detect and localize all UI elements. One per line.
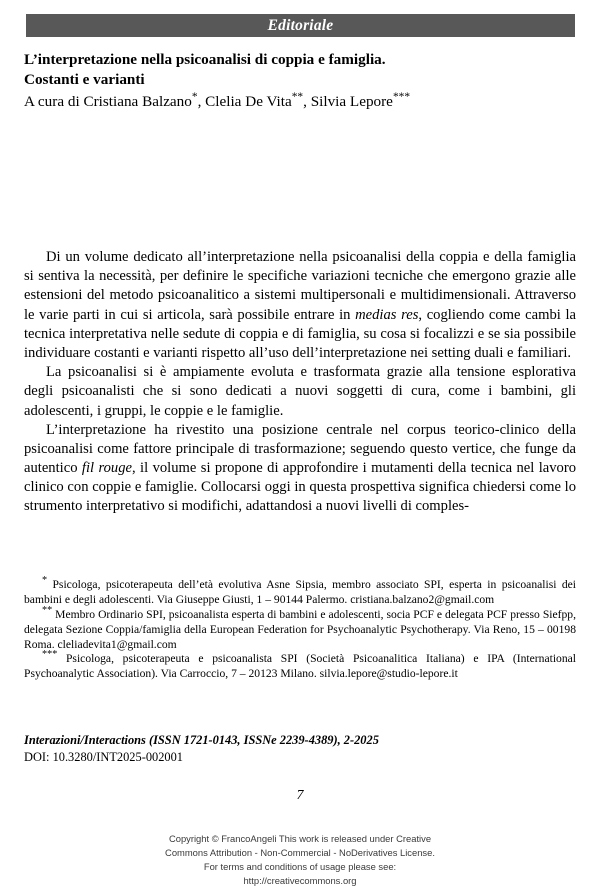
title-block	[24, 50, 576, 112]
copyright-line-2: Commons Attribution - Non-Commercial - NoDerivatives License.	[165, 846, 435, 858]
article-byline: A cura di Cristiana Balzano*, Clelia De Vita**, Silvia Lepore***	[24, 91, 411, 111]
copyright-line-3: For terms and conditions of usage please see:	[203, 860, 397, 872]
copyright-line-1: Copyright © FrancoAngeli This work is released under Creative	[168, 833, 432, 844]
footnote-text: Membro Ordinario SPI, psicoanalista esperta di bambini e adolescenti, socia PCF e delegata PCF presso Siefpp, delegata Sezione Coppia/famiglia della European Federation for Psychoanalytic Psychotherapy. Via Reno, 15 – 00198 Roma. cleliadevita1@gmail.com	[24, 607, 576, 651]
footnote-mark: ***	[42, 649, 58, 661]
section-banner	[26, 14, 575, 37]
page-number: 7	[296, 788, 304, 803]
author-footnote-mark-2: **	[291, 91, 304, 104]
body-paragraph	[24, 421, 576, 517]
section-banner-label: Editoriale	[267, 16, 334, 34]
footnote	[24, 604, 576, 653]
paragraph-text-post: , cogliendo come cambi la tecnica interpretativa nelle sedute di coppia e di famiglia, su cosa si focalizzi e se sia possibile individuare costanti e varianti rispetto all’uso dell’interpretazione nei setting duali e familiari.	[24, 306, 576, 361]
article-body	[24, 248, 576, 517]
copyright-notice	[0, 832, 600, 888]
paragraph-text-pre: La psicoanalisi si è ampiamente evoluta e trasformata grazie alla tensione esplorativa degli psicoanalisti che si sono dedicati a nuovi soggetti di cura, come i bambini, gli adolescenti, i gruppi, le coppie e le famiglie.	[24, 364, 576, 419]
author-name-3: Silvia Lepore	[310, 93, 393, 111]
footnote-mark: *	[42, 575, 48, 587]
author-footnote-mark-1: *	[191, 91, 198, 104]
article-title-line-1: L’interpretazione nella psicoanalisi di coppia e famiglia.	[24, 51, 386, 68]
author-footnote-mark-3: ***	[392, 91, 411, 104]
footnotes-block	[24, 575, 576, 682]
footnote-mark: **	[42, 604, 53, 616]
paragraph-emphasis: fil rouge	[81, 460, 132, 477]
footnote-text: Psicologa, psicoterapeuta e psicoanalista SPI (Società Psicoanalitica Italiana) e IPA (International Psychoanalytic Association). Via Carroccio, 7 – 20123 Milano. silvia.lepore@studio-lepore.it	[24, 652, 576, 681]
footnote-text: Psicologa, psicoterapeuta dell’età evolutiva Asne Sipsia, membro associato SPI, esperta in psicoanalisi dei bambini e degli adolescenti. Via Giuseppe Giusti, 1 – 90144 Palermo. cristiana.balzano2@gmail.com	[24, 578, 576, 606]
footnote	[24, 649, 576, 682]
paragraph-text-post: , il volume si propone di approfondire i mutamenti della tecnica nel lavoro clinico con coppie e famiglie. Collocarsi oggi in questa prospettiva significa chiedersi come lo strumento interpretativo si modifichi, adattandosi a nuovi livelli di comples-	[24, 460, 576, 515]
paragraph-text-pre: Di un volume dedicato all’interpretazione nella psicoanalisi della coppia e della famiglia si sentiva la necessità, per definire le specifiche variazioni tecniche che emergono grazie alle estensioni del metodo psicoanalitico a sistemi multipersonali e multidimensionali. Attraverso le varie parti in cui si articola, sarà possibile entrare in	[24, 249, 576, 323]
byline-prefix: A cura di	[24, 93, 84, 111]
paragraph-emphasis: medias res	[355, 306, 419, 323]
paragraph-text-pre: L’interpretazione ha rivestito una posizione centrale nel corpus teorico-clinico della psicoanalisi come fattore principale di trasformazione; seguendo questo vertice, che funge da autentico	[24, 421, 576, 477]
author-name-1: Cristiana Balzano	[83, 93, 192, 111]
footnote	[24, 575, 576, 608]
journal-doi[interactable]: DOI: 10.3280/INT2025-002001	[24, 749, 183, 764]
author-name-2: Clelia De Vita	[205, 93, 292, 111]
copyright-url[interactable]: http://creativecommons.org	[243, 874, 357, 886]
body-paragraph	[24, 363, 576, 421]
journal-citation: Interazioni/Interactions (ISSN 1721-0143, ISSNe 2239-4389), 2-2025	[24, 733, 379, 747]
article-title	[24, 50, 576, 90]
body-paragraph	[24, 248, 576, 363]
journal-info	[24, 732, 576, 765]
article-title-line-2: Costanti e varianti	[24, 71, 145, 89]
